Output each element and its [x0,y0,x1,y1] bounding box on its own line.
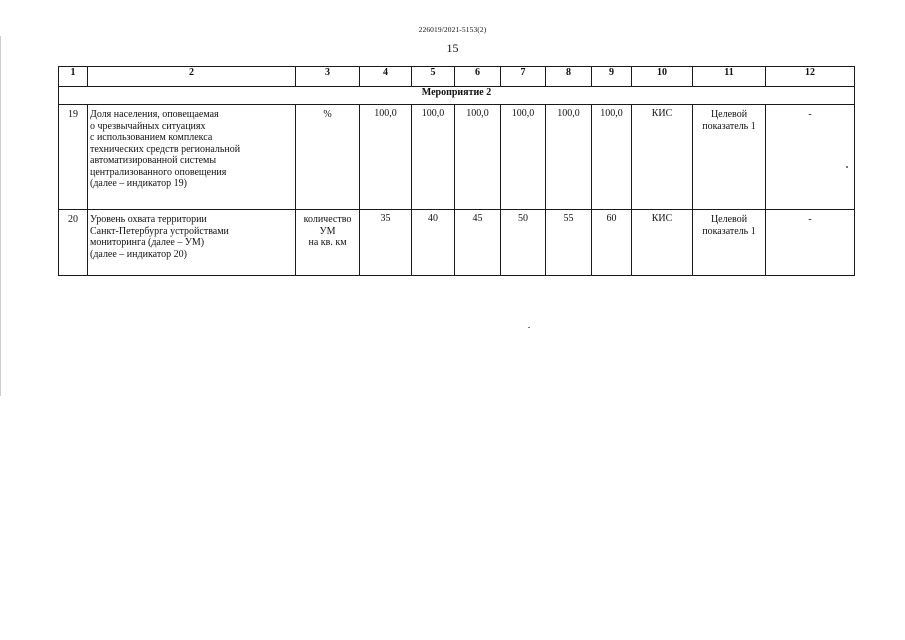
indicator-type-line: Целевой [710,214,748,225]
indicator-type-line: показатель 1 [702,120,756,132]
unit-cell [296,105,360,210]
value-cell: 100,0 [412,105,455,210]
indicator-name-line: централизованного оповещения [90,166,227,178]
indicator-type-cell [693,210,766,276]
unit-line: УМ [319,225,336,237]
column-header: 3 [296,67,360,87]
scan-edge-line [0,36,1,396]
column-header: 10 [632,67,693,87]
scan-speck [528,327,530,328]
unit-cell [296,210,360,276]
column-header: 5 [412,67,455,87]
value-cell: 100,0 [592,105,632,210]
table-row [59,105,855,210]
section-title: Мероприятие 2 [59,87,855,105]
value-cell: 45 [455,210,501,276]
table-row [59,210,855,276]
indicator-name-line: (далее – индикатор 19) [90,178,187,189]
indicator-name-line: технических средств региональной [90,143,241,155]
column-header: 8 [546,67,592,87]
indicator-name-line: мониторинга (далее – УМ) [90,237,205,248]
indicator-name-line: Доля населения, оповещаемая [90,109,219,120]
column-header: 2 [88,67,296,87]
column-header: 9 [592,67,632,87]
indicator-name-line: Санкт-Петербурга устройствами [90,225,229,237]
column-header: 4 [360,67,412,87]
row-number: 19 [59,105,88,210]
source-cell: КИС [632,105,693,210]
table-header-row [59,67,855,87]
document-registration-number: 226019/2021-5153(2) [418,25,487,34]
indicator-name-line: с использованием комплекса [90,132,213,143]
value-cell: 60 [592,210,632,276]
column-header: 6 [455,67,501,87]
note-cell: - [766,210,855,276]
value-cell: 100,0 [360,105,412,210]
section-row [59,87,855,105]
scan-speck [846,166,848,168]
indicator-type-line: Целевой [710,109,748,120]
indicator-type-line: показатель 1 [702,225,756,237]
column-header: 12 [766,67,855,87]
value-cell: 100,0 [455,105,501,210]
note-cell: - [766,105,855,210]
column-header: 1 [59,67,88,87]
indicator-name-line: о чрезвычайных ситуациях [90,120,206,132]
unit-line: количество [303,214,352,225]
row-number: 20 [59,210,88,276]
value-cell: 100,0 [546,105,592,210]
value-cell: 35 [360,210,412,276]
indicator-name-line: (далее – индикатор 20) [90,248,187,260]
indicator-name [88,105,296,210]
indicator-type-cell [693,105,766,210]
column-header: 7 [501,67,546,87]
indicator-name-line: Уровень охвата территории [90,214,207,225]
unit-line: % [323,109,332,120]
column-header: 11 [693,67,766,87]
indicators-table [58,66,855,276]
value-cell: 100,0 [501,105,546,210]
value-cell: 50 [501,210,546,276]
value-cell: 40 [412,210,455,276]
source-cell: КИС [632,210,693,276]
indicator-name [88,210,296,276]
indicator-name-line: автоматизированной системы [90,155,217,166]
value-cell: 55 [546,210,592,276]
unit-line: на кв. км [308,237,347,248]
page-number: 15 [446,41,459,55]
